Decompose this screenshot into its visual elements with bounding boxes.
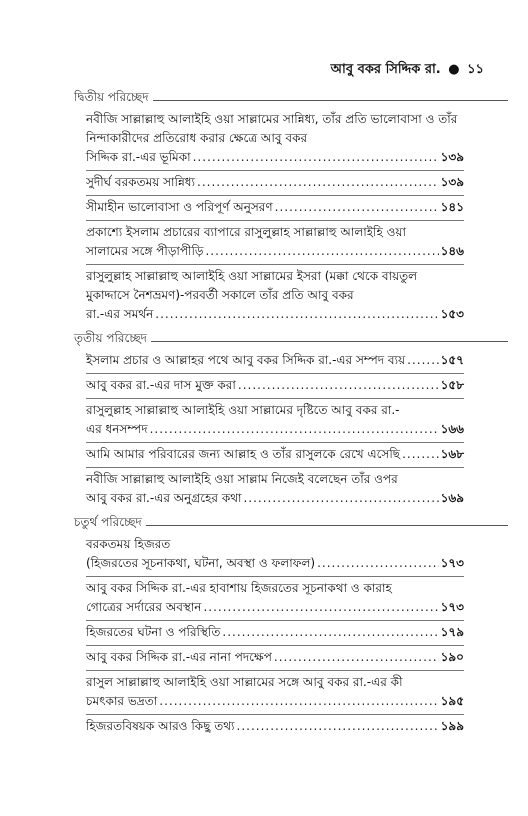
toc-entry[interactable] (86, 623, 464, 646)
toc-entry[interactable] (86, 579, 464, 621)
toc-entry-lastline (86, 692, 464, 711)
toc-entry-title: সুদীর্ঘ বরকতময় সান্নিধ্য (86, 175, 196, 189)
toc-page-number: ১৫৭ (440, 353, 464, 367)
toc-entry-text: বরকতময় হিজরত (86, 537, 171, 551)
toc-entry-title: চমৎকার ভদ্রতা (86, 694, 158, 708)
toc-entry[interactable] (86, 717, 464, 739)
toc-entry-title: রা.-এর সমর্থন (86, 307, 154, 321)
toc-entry[interactable] (86, 223, 464, 265)
toc-entry-text: রাসুল সাল্লাল্লাহু আলাইহি ওয়া সাল্লামের সঙ্গে আবু বকর রা.-এর কী (86, 675, 403, 689)
toc-entry-text: আবু বকর সিদ্দিক রা.-এর হাবাশায় হিজরতের সূচনাকথা ও কারাহ (86, 581, 392, 595)
toc-entry-lastline (86, 648, 464, 667)
toc-entry-list (74, 110, 464, 327)
toc-page-number: ১৯৯ (440, 719, 464, 733)
toc-entry[interactable] (86, 535, 464, 577)
chapter-title: দ্বিতীয় পরিচ্ছেদ (74, 90, 149, 104)
toc-entry-title: সালামের সঙ্গে পীড়াপীড়ি (86, 244, 204, 258)
toc-page-number: ১৯০ (440, 650, 464, 664)
toc-entry-title: সিদ্দিক রা.-এর ভূমিকা (86, 150, 191, 164)
toc-entry[interactable] (86, 648, 464, 671)
leader-dots (237, 717, 439, 736)
chapter-heading (74, 513, 464, 535)
chapter-rule (153, 100, 508, 101)
toc-entry-text: নবীজি সাল্লাল্লাহু আলাইহি ওয়া সাল্লামের সান্নিধ্য, তাঁর প্রতি ভালোবাসা ও তাঁর নিন্দাকারীদের প্রতিরোধ করার ক্ষেত্রে আবু বকর (86, 112, 458, 145)
toc-entry[interactable] (86, 445, 464, 468)
chapter-rule (151, 341, 508, 342)
toc-entry[interactable] (86, 110, 464, 171)
toc-entry[interactable] (86, 173, 464, 196)
toc-entry-title: হিজরতবিষয়ক আরও কিছু তথ্য (86, 719, 235, 733)
leader-dots (238, 376, 439, 395)
toc-page-number: ১৯৫ (440, 694, 464, 708)
leader-dots (407, 351, 438, 370)
toc-page-number: ১৪১ (440, 200, 464, 214)
toc-entry-lastline (86, 420, 464, 439)
toc-entry-lastline (86, 717, 464, 736)
table-of-contents (74, 86, 464, 741)
toc-entry-lastline (86, 554, 464, 573)
toc-entry-lastline (86, 242, 464, 261)
toc-entry-title: আবু বকর রা.-এর দাস মুক্ত করা (86, 378, 236, 392)
toc-entry-title: সীমাহীন ভালোবাসা ও পরিপূর্ণ অনুসরণ (86, 200, 273, 214)
toc-entry-title: হিজরতের ঘটনা ও পরিস্থিতি (86, 625, 221, 639)
toc-entry-lastline (86, 376, 464, 395)
toc-page-number: ১৪৬ (440, 244, 464, 258)
toc-entry-lastline (86, 598, 464, 617)
toc-entry-lastline (86, 351, 464, 370)
running-header (331, 60, 484, 81)
chapter-title: তৃতীয় পরিচ্ছেদ (74, 331, 147, 345)
bullet-icon: ● (448, 62, 460, 77)
toc-page-number: ১৭৩ (440, 556, 464, 570)
toc-entry[interactable] (86, 673, 464, 715)
toc-page-number: ১৭৯ (440, 625, 464, 639)
toc-entry-list (74, 351, 464, 511)
toc-page-number: ১৭৩ (440, 600, 464, 614)
toc-entry[interactable] (86, 376, 464, 399)
leader-dots (150, 420, 439, 439)
toc-entry-lastline (86, 198, 464, 217)
toc-entry-lastline (86, 148, 464, 167)
toc-entry-lastline (86, 445, 464, 464)
toc-entry-title: গোত্রের সর্দারের অবস্থান (86, 600, 202, 614)
leader-dots (275, 198, 439, 217)
toc-entry-list (74, 535, 464, 739)
toc-entry[interactable] (86, 351, 464, 374)
chapter-heading (74, 329, 464, 351)
toc-entry-title: আবু বকর সিদ্দিক রা.-এর নানা পদক্ষেপ (86, 650, 272, 664)
toc-entry-text: রাসুলুল্লাহ সাল্লাল্লাহু আলাইহি ওয়া সাল্লামের দৃষ্টিতে আবু বকর রা.- (86, 403, 400, 417)
toc-entry-lastline (86, 623, 464, 642)
toc-entry-text: নবীজি সাল্লাল্লাহু আলাইহি ওয়া সাল্লাম নিজেই বলেছেন তাঁর ওপর (86, 472, 398, 486)
toc-page-number: ১৬৬ (440, 422, 464, 436)
chapter-rule (146, 525, 508, 526)
leader-dots (274, 648, 439, 667)
leader-dots (203, 598, 438, 617)
toc-entry-lastline (86, 489, 464, 508)
toc-page-number: ১৬৮ (440, 447, 464, 461)
toc-page-number: ১৬৯ (440, 491, 464, 505)
leader-dots (155, 305, 438, 324)
leader-dots (243, 489, 438, 508)
leader-dots (222, 623, 438, 642)
toc-page-number: ১৫৮ (440, 378, 464, 392)
toc-entry-title: আবু বকর রা.-এর অনুগ্রহের কথা (86, 491, 242, 505)
leader-dots (193, 148, 439, 167)
toc-page-number: ১৫৩ (440, 307, 464, 321)
chapter-heading (74, 88, 464, 110)
toc-entry[interactable] (86, 267, 464, 327)
toc-entry-title: (হিজরতের সূচনাকথা, ঘটনা, অবস্থা ও ফলাফল) (86, 556, 316, 570)
leader-dots (317, 554, 439, 573)
toc-entry[interactable] (86, 401, 464, 443)
toc-page-number: ১৩৯ (440, 150, 464, 164)
leader-dots (159, 692, 438, 711)
toc-entry-lastline (86, 173, 464, 192)
leader-dots (197, 173, 439, 192)
page-number: ১১ (467, 62, 484, 77)
chapter-title: চতুর্থ পরিচ্ছেদ (74, 515, 142, 529)
toc-entry-title: এর ধনসম্পদ (86, 422, 148, 436)
toc-entry-title: আমি আমার পরিবারের জন্য আল্লাহ ও তাঁর রাসুলকে রেখে এসেছি (86, 447, 401, 461)
toc-entry-text: রাসুলুল্লাহ সাল্লাল্লাহু আলাইহি ওয়া সাল্লামের ইসরা (মক্কা থেকে বায়তুল মুকাদ্দাসে নৈশভ্রমণ)-পরবর্তী সকালে তাঁর প্রতি আবু বকর (86, 269, 418, 302)
running-title: আবু বকর সিদ্দিক রা. (330, 62, 441, 77)
leader-dots (205, 242, 438, 261)
toc-entry-lastline (86, 305, 464, 324)
leader-dots (402, 445, 439, 464)
toc-entry-title: ইসলাম প্রচার ও আল্লাহর পথে আবু বকর সিদ্দিক রা.-এর সম্পদ ব্যয় (86, 353, 406, 367)
toc-entry[interactable] (86, 470, 464, 511)
toc-page-number: ১৩৯ (440, 175, 464, 189)
toc-entry[interactable] (86, 198, 464, 221)
toc-entry-text: প্রকাশ্যে ইসলাম প্রচারের ব্যাপারে রাসুলুল্লাহ সাল্লাল্লাহু আলাইহি ওয়া (86, 225, 406, 239)
